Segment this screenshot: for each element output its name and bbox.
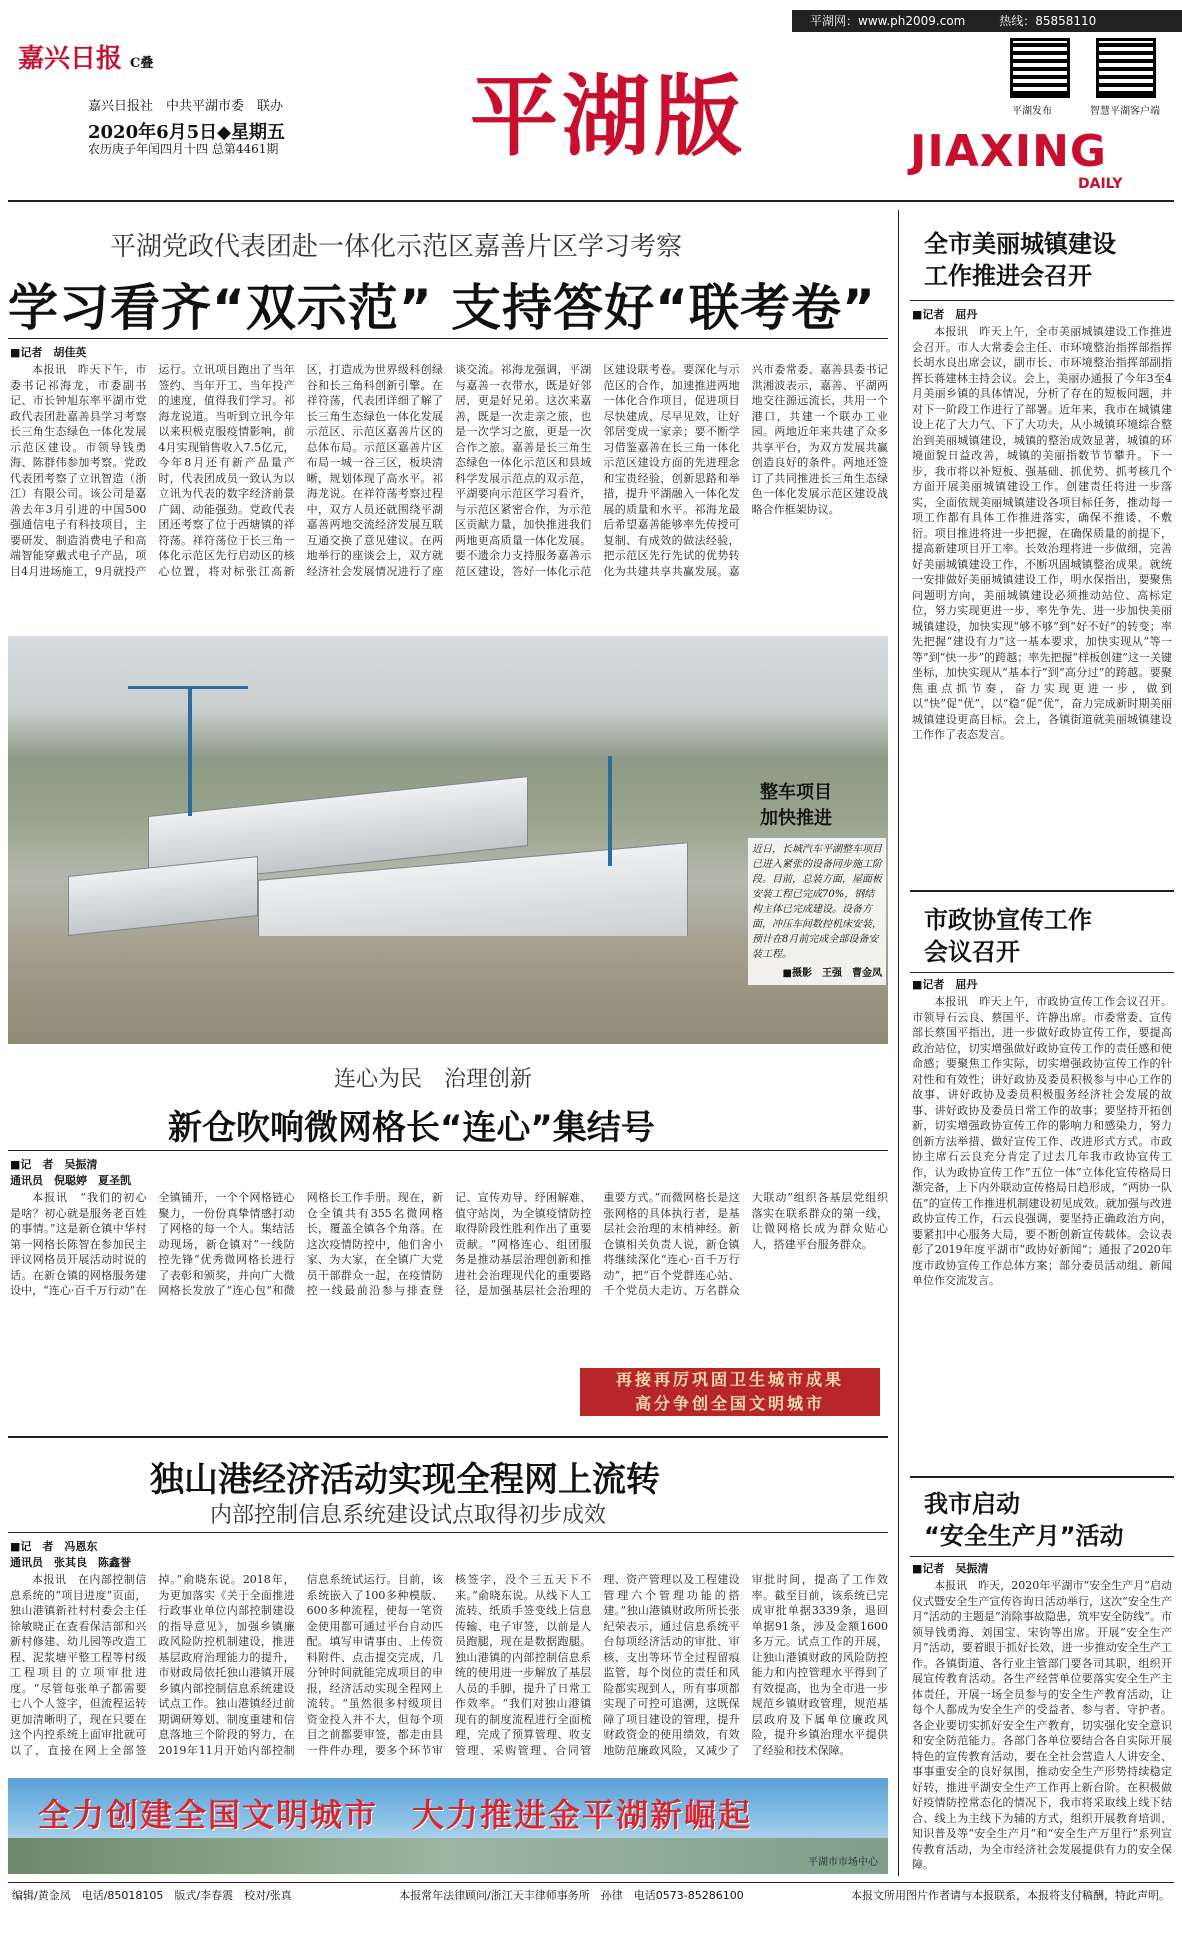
sidebar-a1-body	[912, 324, 1172, 880]
paragraph: 本报讯 昨天上午，全市美丽城镇建设工作推进会召开。市人大常委会主任、市环境整治指挥部指挥长胡水良出席会议，副市长、市环境整治指挥部副指挥长蒋建林主持会议。会上，美丽办通报了今年3至4月美丽乡镇的具体情况，分析了存在的短板问题，并对下一阶段工作进行了部署。近年来，我市在城镇建设上花了大力气、下了大功夫，从小城镇环境综合整治到美丽城镇建设，城镇的整治成效显著，城镇的环境面貌日益改善，城镇的美丽指数节节攀升。下一步，我市将以补短板、强基础、抓优势、抓考核几个方面开展美丽城镇建设工作。创建责任将进一步落实，全面依规美丽城镇建设各项目标任务，推动每一项工作都有具体工作推进落实，确保不推诿、不敷衍。项目推进将进一步把握，在确保质量的前提下，提高新建项目开工率。长效治理将进一步做细，完善好美丽城镇建设工作，不断巩固城镇整治成果。就统一安排做好美丽城镇建设工作，明水保指出，要聚焦问题明方向，美丽城镇建设必须推动站位、高标定位，努力实现更进一步、率先争先、进一步加快美丽城镇建设，加快实现“够不够”到“好不好”的转变；率先把握“建设有力”这一基本要求，加快实现从“等一等”到“快一步”的跨越；率先把握“样板创建”这一关键坐标，加快实现从“基本行”到“高分过”的跨越。要聚焦重点抓节奏，奋力实现更进一步，做到以“快”促“优”，以“稳”促“优”，奋力完成新时期美丽城镇建设更高目标。会上，各镇街道就美丽城镇建设工作作了表态发言。	[912, 325, 1172, 741]
article3-byline: 通讯员 张其良 陈鑫誉	[10, 1556, 131, 1569]
paragraph: 本报讯 昨天上午，市政协宣传工作会议召开。市领导石云良、蔡国平、许静出席。市委常委、宣传部长蔡国平指出，进一步做好政协宣传工作，要提高政治站位，切实增强做好政协宣传工作的责任感和使命感；要聚焦工作实际，切实增强政协宣传工作的针对性和有效性；讲好政协及委员积极参与中心工作的故事、讲好政协及委员积极服务经济社会发展的故事、讲好政协及委员日常工作的故事；要坚持开拓创新，切实增强政协宣传工作的影响力和感染力，努力创新方法举措、做好宣传工作、改进形式方式。市政协主席石云良充分肯定了过去几年我市政协宣传工作，认为政协宣传工作“五位一体”立体化宣传格局日渐完备，上下内外联动宣传格局日趋形成，“两协一队伍”的宣传工作推进机制建设初见成效。就加强与改进政协宣传工作，石云良强调，要坚持正确政治方向，要紧扣中心服务大局，要不断创新宣传载体。会议表彰了2019年度平湖市“政协好新闻”；通报了2020年度市政协宣传工作总体方案；部分委员活动组、新闻单位作交流发言。	[912, 995, 1172, 1287]
footer-copyright: 本报文所用图片作者请与本报联系，本报将支付稿酬，特此声明。	[851, 1889, 1170, 1902]
sidebar-a2-headline[interactable]	[924, 904, 1092, 968]
sidebar-a3-byline: ■记者 吴振清	[912, 1562, 989, 1575]
footer	[8, 1882, 1174, 1908]
caption-line: 整车项目	[760, 782, 832, 803]
banner-slogan: 全力创建全国文明城市 大力推进金平湖新崛起	[38, 1796, 753, 1834]
qr-code-icon[interactable]	[1096, 38, 1156, 98]
divider	[910, 1556, 1174, 1557]
sidebar-a3-body	[912, 1578, 1172, 1874]
article2-byline: ■记 者 吴振清	[10, 1158, 98, 1171]
sidebar-a1-byline: ■记者 屈丹	[912, 308, 978, 321]
lunar-date: 农历庚子年闰四月十四 总第4461期	[88, 142, 279, 156]
article3-byline: ■记 者 冯恩东	[10, 1540, 98, 1553]
site-url[interactable]: 平湖网：www.ph2009.com	[810, 14, 966, 28]
article2-kicker: 连心为民 治理创新	[334, 1067, 533, 1092]
bottom-ad-banner[interactable]	[8, 1778, 888, 1874]
lead-byline: ■记者 胡佳英	[10, 346, 87, 359]
page-title: 平湖版	[470, 64, 747, 168]
sidebar-a3-headline[interactable]	[924, 1488, 1124, 1552]
sidebar-a2-byline: ■记者 屈丹	[912, 978, 978, 991]
divider	[910, 1476, 1174, 1478]
footer-editors: 编辑/黄金凤 电话/85018105 版式/李春震 校对/张真	[12, 1889, 292, 1902]
edition-code: C叠	[130, 56, 154, 71]
article3-headline[interactable]: 独山港经济活动实现全程网上流转	[150, 1460, 660, 1500]
brand-wordmark: JIAXING	[910, 126, 1108, 177]
headline-line: 我市启动	[924, 1490, 1020, 1518]
headline-line: “安全生产月”活动	[924, 1522, 1124, 1550]
article2-byline: 通讯员 倪聪婷 夏圣凯	[10, 1174, 131, 1187]
hotline: 热线：85858110	[999, 14, 1097, 28]
paragraph: 本报讯 “我们的初心是啥？初心就是服务老百姓的事情。”这是新仓镇中华村第一网格长陈智在参加民主评议网格员开展活动时说的话。在新仓镇的网格服务建设中，“连心·百千万行动”在全镇铺开，一个个网格链心聚力，一份份真挚情感打动了网格的每一个人。集结活动现场，新仓镇对“一线防控先锋”优秀微网格长进行了表彰和颁奖，并向广大微网格长发放了“连心包”和微网格长工作手册。现在，新仓全镇共有355名微网格长，覆盖全镇各个角落。在这次疫情防控中，他们舍小家、为大家，在全镇广大党员干部群众一起，在疫情防控一线最前沿参与排查登记、宣传劝导、纾困解难、值守站岗，为全镇疫情防控取得阶段性胜利作出了重要贡献。“网格连心、组团服务是推动基层治理创新和推进社会治理现代化的重要路径，是加强基层社会治理的重要方式。”而微网格长是这张网格的具体执行者，是基层社会治理的末梢神经。新仓镇相关负责人说，新仓镇将继续深化“连心·百千万行动”，把“百个党群连心站、千个党员大走访、万名群众大联动”组织各基层党组织落实在联系群众的第一线，让微网格长成为群众贴心人，搭建平台服务群众。	[10, 1191, 888, 1297]
photo-credit: ■摄影 王强 曹金凤	[782, 968, 882, 979]
footer-legal: 本报常年法律顾问/浙江天丰律师事务所 孙律 电话0573-85286100	[399, 1889, 744, 1902]
issue-date: 2020年6月5日◆星期五	[88, 122, 285, 143]
publisher-info: 嘉兴日报社 中共平湖市委 联办	[88, 99, 284, 114]
headline-line: 全市美丽城镇建设	[924, 230, 1116, 258]
article3-subhead: 内部控制信息系统建设试点取得初步成效	[210, 1503, 607, 1528]
brand-sub: DAILY	[1078, 176, 1123, 192]
slogan-banner	[580, 1368, 880, 1416]
qr-caption: 平湖发布	[1012, 106, 1052, 117]
divider	[8, 338, 888, 339]
lead-kicker: 平湖党政代表团赴一体化示范区嘉善片区学习考察	[110, 232, 683, 262]
banner-credit: 平湖市市场中心	[808, 1857, 878, 1868]
header-divider	[8, 200, 1174, 202]
column-divider	[898, 210, 899, 1876]
paragraph: 本报讯 昨天下午，市委书记祁海龙，市委副书记、市长钟旭东率平湖市党政代表团赴嘉善县学习考察长三角生态绿色一体化发展示范区建设。市领导钱勇海、陈群伟参加考察。党政代表团考察了立讯智造（浙江）有限公司。该公司是嘉善去年3月引进的中国500强通信电子有科技项目，主要研发、制造消费电子和高端智能穿戴式电子产品，项目4月进场施工，9月就投产运行。立讯项目跑出了当年签约、当年开工、当年投产的速度，值得我们学习。祁海龙说道。当听到立讯今年以来积极克服疫情影响，前4月实现销售收入7.5亿元，今年8月还有新产品量产时，代表团成员一致认为以立讯为代表的数字经济前景广阔、动能强劲。党政代表团还考察了位于西塘镇的祥符荡。祥符荡位于长三角一体化示范区先行启动区的核心位置，将对标张江高新区，打造成为世界级科创绿谷和长三角科创新引擎。在祥符荡，代表团详细了解了长三角生态绿色一体化发展示范区、示范区嘉善片区的总体布局。示范区嘉善片区布局一城一谷三区，板块清晰，规划体现了高水平。祁海龙说。在祥符荡考察过程中，双方人员还就围绕平湖嘉善两地交流经济发展互联互通交换了意见建议。在两地举行的座谈会上，双方就经济社会发展情况进行了座谈交流。祁海龙强调，平湖与嘉善一衣带水，既是好邻居，更是好兄弟。这次来嘉善，既是一次走亲之旅，也是一次学习之旅，更是一次合作之旅。嘉善是长三角生态绿色一体化示范区和县域科学发展示范点的双示范，平湖要向示范区学习看齐，与示范区紧密合作，为示范区贡献力量，加快推进我们两地更高质量一体化发展。要不遗余力支持服务嘉善示范区建设，答好一体化示范区建设联考卷。要深化与示范区的合作，加速推进两地一体化合作项目，促进项目尽快建成、尽早见效，让好邻居变成一家亲；要不断学习借鉴嘉善在长三角一体化示范区建设方面的先进理念和宝贵经验，创新思路和举措，提升平湖融入一体化发展的质量和水平。祁海龙最后希望嘉善能够率先传授可复制、有成效的做法经验，把示范区先行先试的优势转化为共建共享共赢发展。嘉兴市委常委、嘉善县委书记洪湘波表示，嘉善、平湖两地交往源远流长，共用一个港口，共建一个联办工业园。两地近年来共建了众多共享平台，为双方发展共赢创造良好的条件。两地还签订了共同推进长三角生态绿色一体化发展示范区建设战略合作框架协议。	[10, 363, 888, 578]
headline-line: 会议召开	[924, 938, 1020, 966]
slogan-line: 再接再厉巩固卫生城市成果	[615, 1370, 844, 1389]
paragraph: 本报讯 在内部控制信息系统的“项目进度”页面，独山港镇新社村村委会主任徐敏晓正在查看保洁部和兴新村修建、幼儿园等改造工程、泥浆塘平整工程等村级工程项目的立项审批进度。“尽管每张单子都需要七八个人签字，但流程运转更加清晰明了，现在只要在这个内控系统上面审批就可以了，直接在网上全部签掉。”俞晓东说。2018年，为更加落实《关于全面推进行政事业单位内部控制建设的指导意见》，加强乡镇廉政风险防控机制建设，推进基层政府治理能力的提升，市财政局依托独山港镇开展乡镇内部控制信息系统建设试点工作。独山港镇经过前期调研筹划、制度重建和信息落地三个阶段的努力，在2019年11月开始内部控制信息系统试运行。目前，该系统嵌入了100多种模版、600多种流程，使每一笔资金使用都可通过平台自动匹配。填写申请事由、上传资料附件、点击提交完成，几分钟时间就能完成项目的申报，经济活动实现全程网上流转。“虽然很多村级项目资金投入并不大，但每个项目之前都要审签，都走由县一件件办理，要多个环节审核签字，没个三五天下不来。”俞晓东说。从线下人工流转、纸质手签变线上信息传输、电子审签，以前是人员跑腿，现在是数据跑腿。独山港镇的内部控制信息系统的使用进一步解放了基层人员的手脚，提升了日常工作效率。“我们对独山港镇现有的制度流程进行全面梳理，完成了预算管理、收支管理、采购管理、合同管理、资产管理以及工程建设管理六个管理功能的搭建。”独山港镇财政所所长张纪荣表示，通过信息系统平台每项经济活动的审批、审核、支出等环节全过程留痕监管，每个岗位的责任和风险都实现到人，所有事项都实现了可控可追溯，这既保障了项目建设的管理，提升财政资金的使用绩效，有效地防范廉政风险，又减少了审批时间，提高了工作效率。截至目前，该系统已完成审批单据3339条，退回单据91条，涉及金额1600多万元。试点工作的开展，让独山港镇财政的风险防控能力和内控管理水平得到了有效提高，也为全市进一步规范乡镇财政管理，规范基层政府及下属单位廉政风险，提升乡镇治理水平提供了经验和技术保障。	[10, 1573, 888, 1757]
divider	[910, 890, 1174, 892]
article3-body	[10, 1572, 888, 1772]
sidebar-a2-body	[912, 994, 1172, 1464]
description-text: 近日，长城汽车平湖整车项目已进入紧张的设备同步施工阶段。目前，总装方面，屋面板安装工程已完成70%，钢结构主体已完成建设。设备方面，冲压车间数控机床安装，预计在8月前完成全部设备安装工程。	[752, 844, 882, 960]
paragraph: 本报讯 昨天，2020年平湖市“安全生产月”启动仪式暨安全生产宣传咨询日活动举行，这次“安全生产月”活动的主题是“消除事故隐患，筑牢安全防线”。市领导钱勇海、刘国宝、宋钧等出席。开展“安全生产月”活动，要着眼于抓好长效，进一步推动安全生产工作。各镇街道、各行业主管部门要各司其职，组织开展宣传教育活动。各生产经营单位要落实安全生产主体责任，开展一场全员参与的安全生产教育活动，让每个人都成为安全生产的受益者、参与者、守护者。各企业要切实抓好安全生产教育，切实强化安全意识和安全防范能力。各部门各单位要结合各自实际开展特色的宣传教育活动，要在全社会营造人人讲安全、事事重安全的良好氛围，推动安全生产形势持续稳定好转，推进平湖安全生产工作再上新台阶。在积极做好疫情防控常态化的情况下，我市将采取线上线下结合、线上为主线下为辅的方式，组织开展教育培训、知识普及等“安全生产月”和“安全生产万里行”系列宣传教育活动，为全市经济社会发展提供有力的安全保障。	[912, 1579, 1172, 1871]
divider	[910, 300, 1174, 301]
divider	[8, 1532, 888, 1533]
divider	[8, 1150, 888, 1151]
caption-line: 加快推进	[760, 808, 832, 829]
photo-caption	[760, 780, 832, 832]
photo-description	[748, 838, 886, 985]
sidebar-a1-headline[interactable]	[924, 228, 1116, 292]
contact-strip	[792, 10, 1182, 32]
divider	[8, 1436, 888, 1438]
lead-body	[10, 362, 888, 624]
headline-line: 工作推进会召开	[924, 262, 1092, 290]
headline-line: 市政协宣传工作	[924, 906, 1092, 934]
logo-text: 嘉兴日报	[18, 44, 123, 74]
divider	[910, 972, 1174, 973]
newspaper-logo	[18, 38, 153, 75]
top-bar	[0, 0, 1182, 40]
lead-headline[interactable]: 学习看齐“双示范” 支持答好“联考卷”	[8, 279, 876, 337]
article2-headline[interactable]: 新仓吹响微网格长“连心”集结号	[168, 1108, 655, 1148]
qr-code-icon[interactable]	[1010, 38, 1070, 98]
qr-caption: 智慧平湖客户端	[1090, 106, 1160, 117]
slogan-line: 高分争创全国文明城市	[634, 1394, 825, 1413]
